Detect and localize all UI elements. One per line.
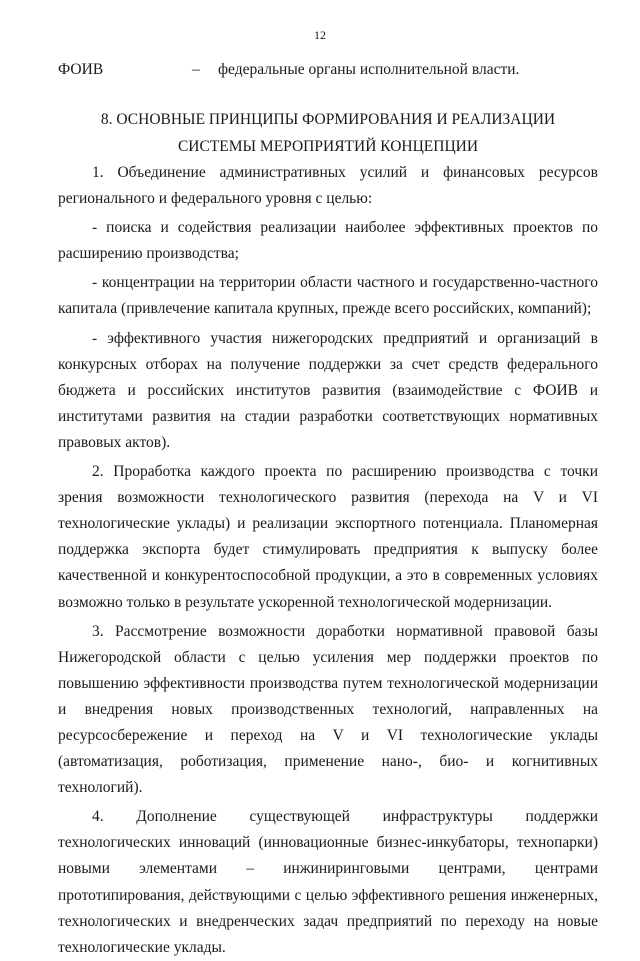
abbreviation-dash: – (192, 61, 200, 78)
section-title-line-1: 8. ОСНОВНЫЕ ПРИНЦИПЫ ФОРМИРОВАНИЯ И РЕАЛИЗАЦИИ (100, 111, 556, 128)
paragraph-1: 1. Объединение административных усилий и финансовых ресурсов регионального и федерального уровня с целью: (58, 164, 598, 208)
section-title-line-2: СИСТЕМЫ МЕРОПРИЯТИЙ КОНЦЕПЦИИ (177, 138, 479, 155)
document-body (58, 160, 598, 961)
paragraph-bullet-1: - поиска и содействия реализации наиболее эффективных проектов по расширению производства; (58, 219, 598, 263)
abbreviation-term: ФОИВ (58, 61, 104, 78)
paragraph-4: 4. Дополнение существующей инфраструктуры поддержки технологических инноваций (инновационные бизнес-инкубаторы, технопарки) новыми элементами – инжиниринговыми центрами, центрами прототипирования, действующими с целью эффективного решения инженерных, технологических и внедренческих задач предприятий по переходу на новые технологические уклады. (58, 808, 598, 956)
abbreviation-definition: федеральные органы исполнительной власти. (218, 61, 520, 78)
paragraph-2: 2. Проработка каждого проекта по расширению производства с точки зрения возможности технологического развития (перехода на V и VI технологические уклады) и реализации экспортного потенциала. Планомерная поддержка экспорта будет стимулировать предприятия к выпуску более качественной и конкурентоспособной продукции, а это в современных условиях возможно только в результате ускоренной технологической модернизации. (58, 463, 598, 611)
paragraph-bullet-2: - концентрации на территории области частного и государственно-частного капитала (привлечение капитала крупных, прежде всего российских, компаний); (58, 274, 598, 318)
section-title (58, 106, 598, 160)
paragraph-bullet-3: - эффективного участия нижегородских предприятий и организаций в конкурсных отборах на получение поддержки за счет средств федерального бюджета и российских институтов развития (взаимодействие с ФОИВ и институтами развития на стадии разработки соответствующих нормативных правовых актов). (58, 329, 598, 451)
page-number: 12 (314, 28, 326, 42)
paragraph-3: 3. Рассмотрение возможности доработки нормативной правовой базы Нижегородской области с целью усиления мер поддержки проектов по повышению эффективности производства путем технологической модернизации и внедрения новых производственных технологий, направленных на ресурсосбережение и переход на V и VI технологические уклады (автоматизация, роботизация, применение нано-, био- и когнитивных технологий). (58, 622, 598, 797)
